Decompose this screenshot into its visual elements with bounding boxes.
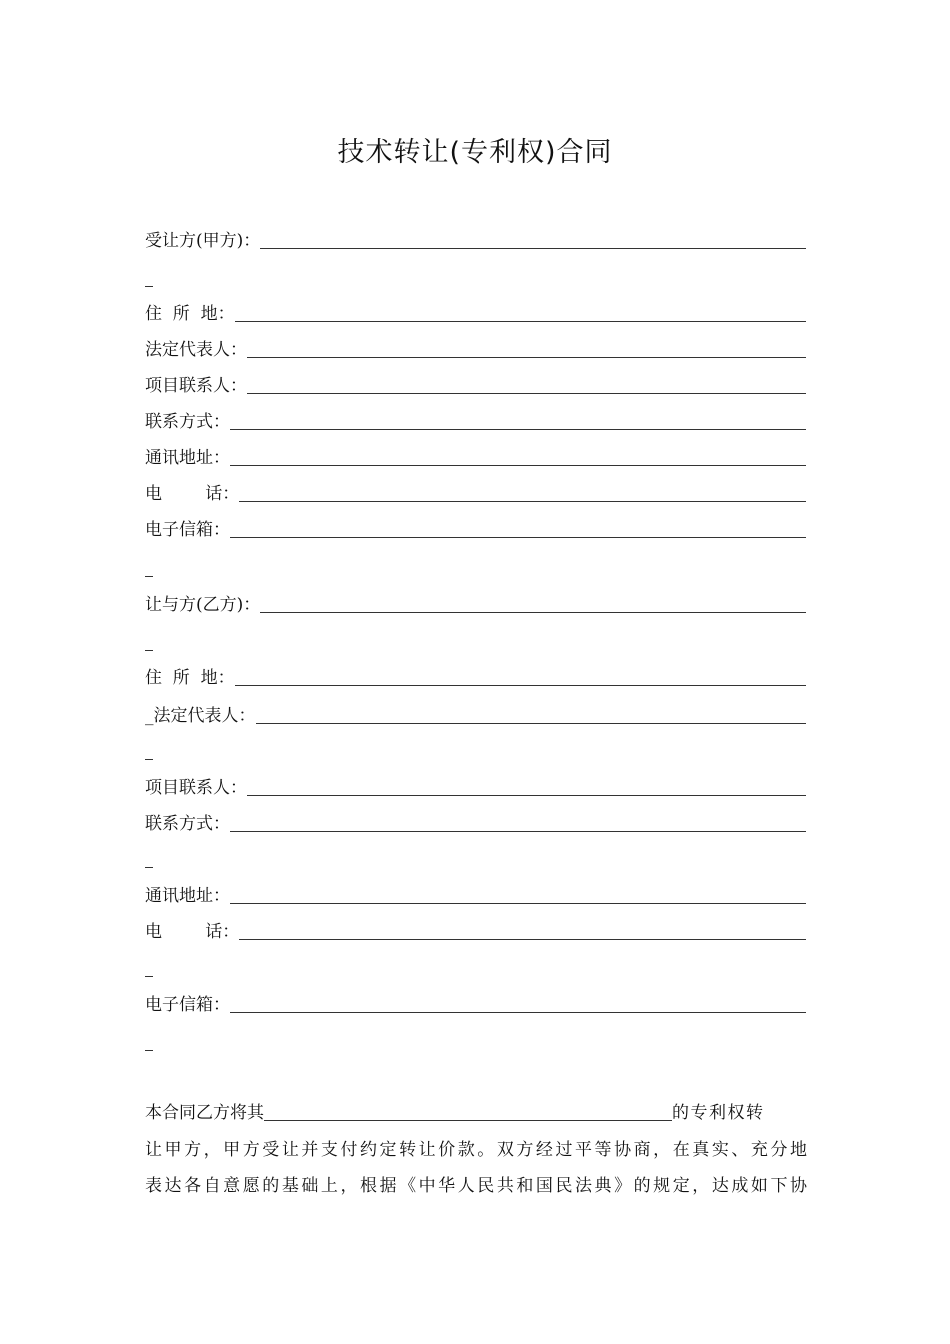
party-a-heading-line	[145, 226, 806, 252]
party-a-contact-method-blank[interactable]	[230, 411, 806, 430]
party-b-contact-person-blank[interactable]	[247, 777, 806, 796]
party-b-address-line	[145, 663, 806, 689]
party-a-address-line	[145, 299, 806, 325]
party-a-address-label: 住 所 地：	[145, 304, 235, 324]
party-a-contact-person-line	[145, 371, 806, 397]
party-a-email-label: 电子信箱：	[145, 520, 230, 540]
party-b-name-blank[interactable]	[260, 594, 806, 613]
party-b-mailing-address-label: 通讯地址：	[145, 886, 230, 906]
party-b-email-blank[interactable]	[230, 994, 806, 1013]
line-continuation-mark	[145, 650, 153, 651]
line-continuation-mark	[145, 576, 153, 577]
party-b-legal-rep-blank[interactable]	[256, 705, 807, 724]
party-b-contact-person-line	[145, 773, 806, 799]
party-a-email-blank[interactable]	[230, 519, 806, 538]
party-a-legal-rep-line	[145, 335, 806, 361]
party-a-phone-blank[interactable]	[239, 483, 806, 502]
line-continuation-mark	[145, 759, 153, 760]
body-line1-prefix: 本合同乙方将其	[145, 1103, 264, 1123]
line-continuation-mark	[145, 1050, 153, 1051]
party-b-address-blank[interactable]	[235, 667, 806, 686]
body-paragraph-line-2: 让甲方，甲方受让并支付约定转让价款。双方经过平等协商，在真实、充分地	[145, 1140, 807, 1160]
line-continuation-mark	[145, 286, 153, 287]
party-b-contact-method-label: 联系方式：	[145, 814, 230, 834]
party-b-mailing-address-line	[145, 881, 806, 907]
party-b-heading-line	[145, 590, 806, 616]
line-continuation-mark	[145, 867, 153, 868]
party-b-contact-person-label: 项目联系人：	[145, 778, 247, 798]
party-b-phone-label: 电 话：	[145, 922, 240, 942]
body-paragraph-line-3: 表达各自意愿的基础上，根据《中华人民共和国民法典》的规定，达成如下协	[145, 1176, 807, 1196]
party-b-phone-blank[interactable]	[239, 921, 806, 940]
party-a-heading: 受让方(甲方)：	[145, 231, 261, 251]
party-a-mailing-address-blank[interactable]	[230, 447, 806, 466]
party-a-mailing-address-line	[145, 443, 806, 469]
party-a-legal-rep-blank[interactable]	[247, 339, 806, 358]
party-b-email-label: 电子信箱：	[145, 995, 230, 1015]
party-b-email-line	[145, 990, 806, 1016]
party-a-address-blank[interactable]	[235, 303, 806, 322]
party-a-contact-method-line	[145, 407, 806, 433]
body-line1-suffix: 的专利权转	[672, 1103, 765, 1123]
party-b-contact-method-blank[interactable]	[230, 813, 806, 832]
party-a-contact-method-label: 联系方式：	[145, 412, 230, 432]
party-a-legal-rep-label: 法定代表人：	[145, 340, 247, 360]
party-a-email-line	[145, 515, 806, 541]
party-b-mailing-address-blank[interactable]	[230, 885, 806, 904]
party-a-contact-person-blank[interactable]	[247, 375, 806, 394]
party-a-mailing-address-label: 通讯地址：	[145, 448, 230, 468]
party-b-phone-line	[145, 917, 806, 943]
party-b-address-label: 住 所 地：	[145, 668, 235, 688]
party-a-contact-person-label: 项目联系人：	[145, 376, 247, 396]
page-title: 技术转让(专利权)合同	[337, 137, 613, 168]
party-b-heading: 让与方(乙方)：	[145, 595, 261, 615]
body-paragraph-line-1	[145, 1100, 807, 1124]
party-a-phone-label: 电 话：	[145, 484, 240, 504]
party-b-legal-rep-line	[145, 701, 806, 727]
party-b-contact-method-line	[145, 809, 806, 835]
line-continuation-mark	[145, 976, 153, 977]
party-a-phone-line	[145, 479, 806, 505]
patent-name-blank[interactable]	[264, 1102, 672, 1121]
party-b-legal-rep-label: _法定代表人：	[145, 706, 256, 726]
party-a-name-blank[interactable]	[260, 230, 806, 249]
